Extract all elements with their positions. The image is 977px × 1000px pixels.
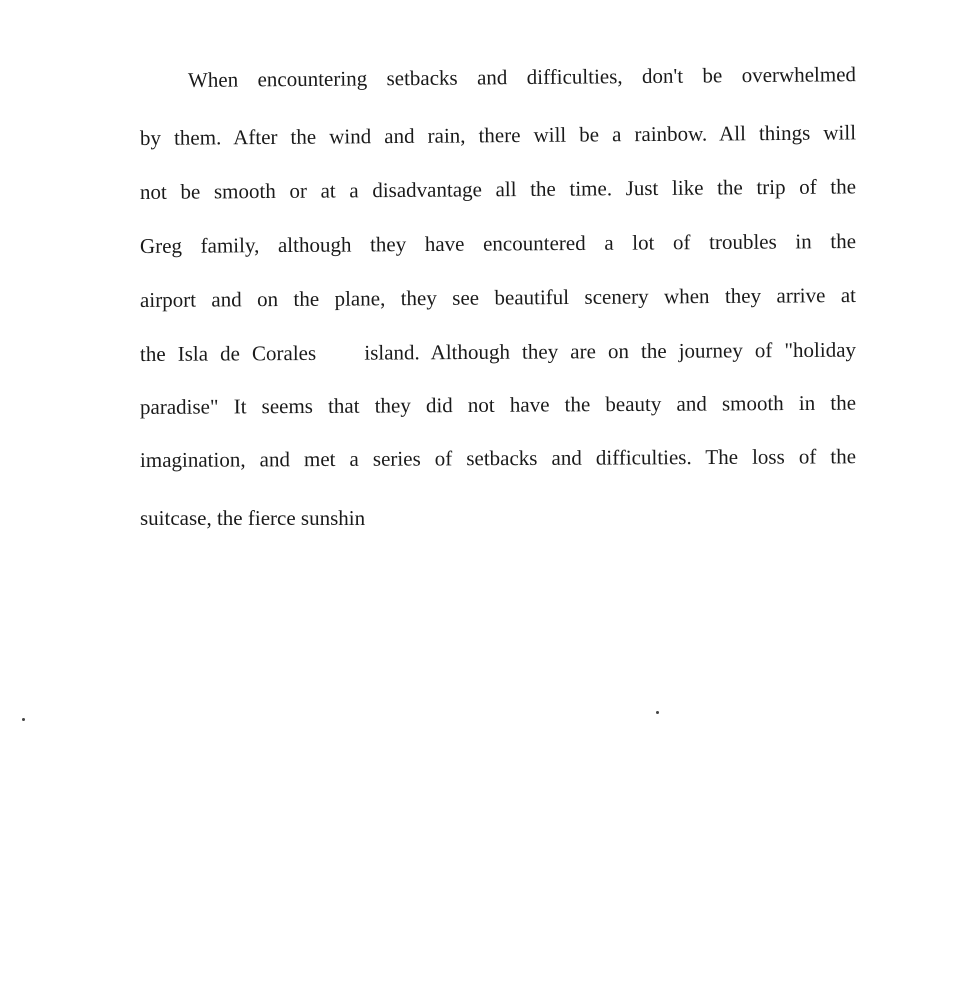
- scan-speck: [22, 718, 25, 721]
- text-line: not be smooth or at a disadvantage all the time. Just like the trip of the: [139, 174, 857, 204]
- text-line: When encountering setbacks and difficulties, don't be overwhelmed: [187, 62, 857, 92]
- text-line: imagination, and met a series of setbacks and difficulties. The loss of the: [139, 444, 857, 472]
- text-line: paradise" It seems that they did not have the beauty and smooth in the: [139, 390, 857, 419]
- scan-speck: [656, 711, 659, 714]
- text-line: airport and on the plane, they see beautiful scenery when they arrive at: [139, 283, 857, 312]
- text-line: suitcase, the fierce sunshin: [140, 506, 366, 530]
- text-line: Greg family, although they have encountered a lot of troubles in the: [139, 229, 857, 258]
- text-line: by them. After the wind and rain, there will be a rainbow. All things will: [139, 120, 857, 150]
- text-line: the Isla de Corales island. Although they are on the journey of "holiday: [139, 337, 857, 366]
